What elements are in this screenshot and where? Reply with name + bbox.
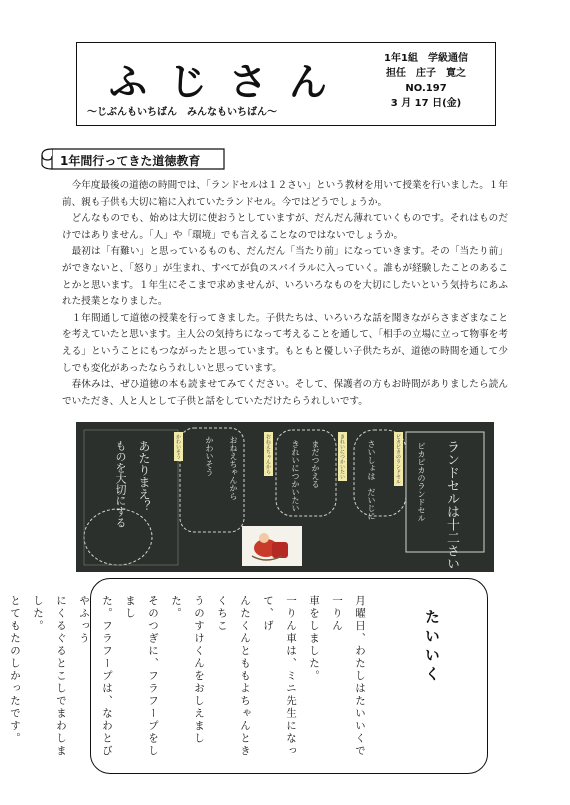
issue-number: NO.197 [405, 83, 447, 94]
essay-title: たいいく [423, 609, 441, 685]
article-paragraph: １年間通して道徳の授業を行ってきました。子供たちは、いろいろな話を聞きながらさまざまなことを考えていたと思います。主人公の気持ちになって考えることを通して、「相手の立場に立って物事を考える」ということにもつながったと思っています。もともと優しい子供たちが、道徳の時間を通して少しでも変化があったならうれしいと思っています。 [62, 312, 508, 374]
masthead [76, 42, 496, 126]
essay-line: うのすけくんをおしえました。 [170, 595, 205, 745]
board-strip: きれいにつかいたい [339, 434, 345, 479]
essay-line: とてもたのしかったです。 [9, 595, 21, 745]
board-strip: ピカピカのランドセル [395, 434, 401, 484]
randoseru-picture-icon [242, 526, 302, 566]
board-heading: ランドセルは十二さい [444, 440, 459, 570]
article-paragraph: 今年度最後の道徳の時間では、「ランドセルは１２さい」という教材を用いて授業を行いました。１年前、親も子供も大切に箱に入れていたランドセル。今ではどうでしょうか。 [62, 180, 508, 208]
essay-line: 一りん車は、ミニ先生になって、げ [262, 595, 297, 758]
board-note: おねえちゃんから [229, 436, 238, 500]
essay-line: た。フラフープは、なわとびやふっう [78, 595, 113, 758]
essay-line: にくるぐるとこしでまわしました。 [32, 595, 67, 758]
board-note: さいしょは だいじに [367, 440, 376, 520]
issue-info [371, 51, 481, 111]
blackboard-photo [76, 422, 494, 572]
essay-line: 車をしました。 [308, 595, 320, 683]
board-conclusion: ものを大切にする [114, 440, 127, 528]
board-note: ピカピカのランドセル [417, 442, 426, 522]
board-note: かわいそう [205, 436, 214, 476]
issue-date: 3 月 17 日(金) [390, 98, 462, 109]
article-paragraph: 最初は「有難い」と思っているものも、だんだん「当たり前」になっていきます。その「当たり前」ができないと、「怒り」が生まれ、すべてが負のスパイラルに入っていく。誰もが経験したことのあることかと思います。１年生にそこまで求めませんが、いろいろなものを大切にしたいという気持ちにあふれた授業となりました。 [62, 246, 509, 308]
essay-line: そのつぎに、フラフープをしまし [124, 595, 159, 758]
board-note: きれいにつかいたい [291, 440, 300, 512]
article-body [62, 178, 508, 410]
essay-line: んたくんとももよちゃんときくちこ [216, 595, 251, 758]
newsletter-title: ふじさん [109, 60, 350, 104]
section-heading-text: 1年間行ってきた道徳教育 [60, 154, 201, 168]
essay-body [3, 595, 371, 765]
class-motto: 〜じぶんもいちばん みんなもいちばん〜 [87, 107, 277, 118]
board-note: まだつかえる [311, 440, 320, 488]
essay-line: 月曜日、わたしはたいいくで一りん [331, 595, 366, 758]
board-question: あたりまえ？ [137, 440, 151, 512]
section-heading [38, 146, 228, 172]
article-paragraph: 春休みは、ぜひ道徳の本も読ませてみてください。そして、保護者の方もお時間がありましたら読んでいただき、人と人として子供と話をしていただけたらうれしいです。 [62, 379, 508, 407]
class-name: 1年1組 学級通信 [384, 53, 468, 64]
student-essay-box [9, 578, 488, 774]
article-paragraph: どんなものでも、始めは大切に使おうとしていますが、だんだん薄れていくものです。それはものだけではありません。「人」や「環境」でも言えることなのではないでしょうか。 [62, 213, 508, 241]
picture-card [242, 526, 302, 566]
teacher-name: 担任 庄子 寛之 [386, 68, 466, 79]
board-strip: おねえちゃんから [265, 434, 271, 474]
board-strip: かわいそう [175, 434, 181, 459]
